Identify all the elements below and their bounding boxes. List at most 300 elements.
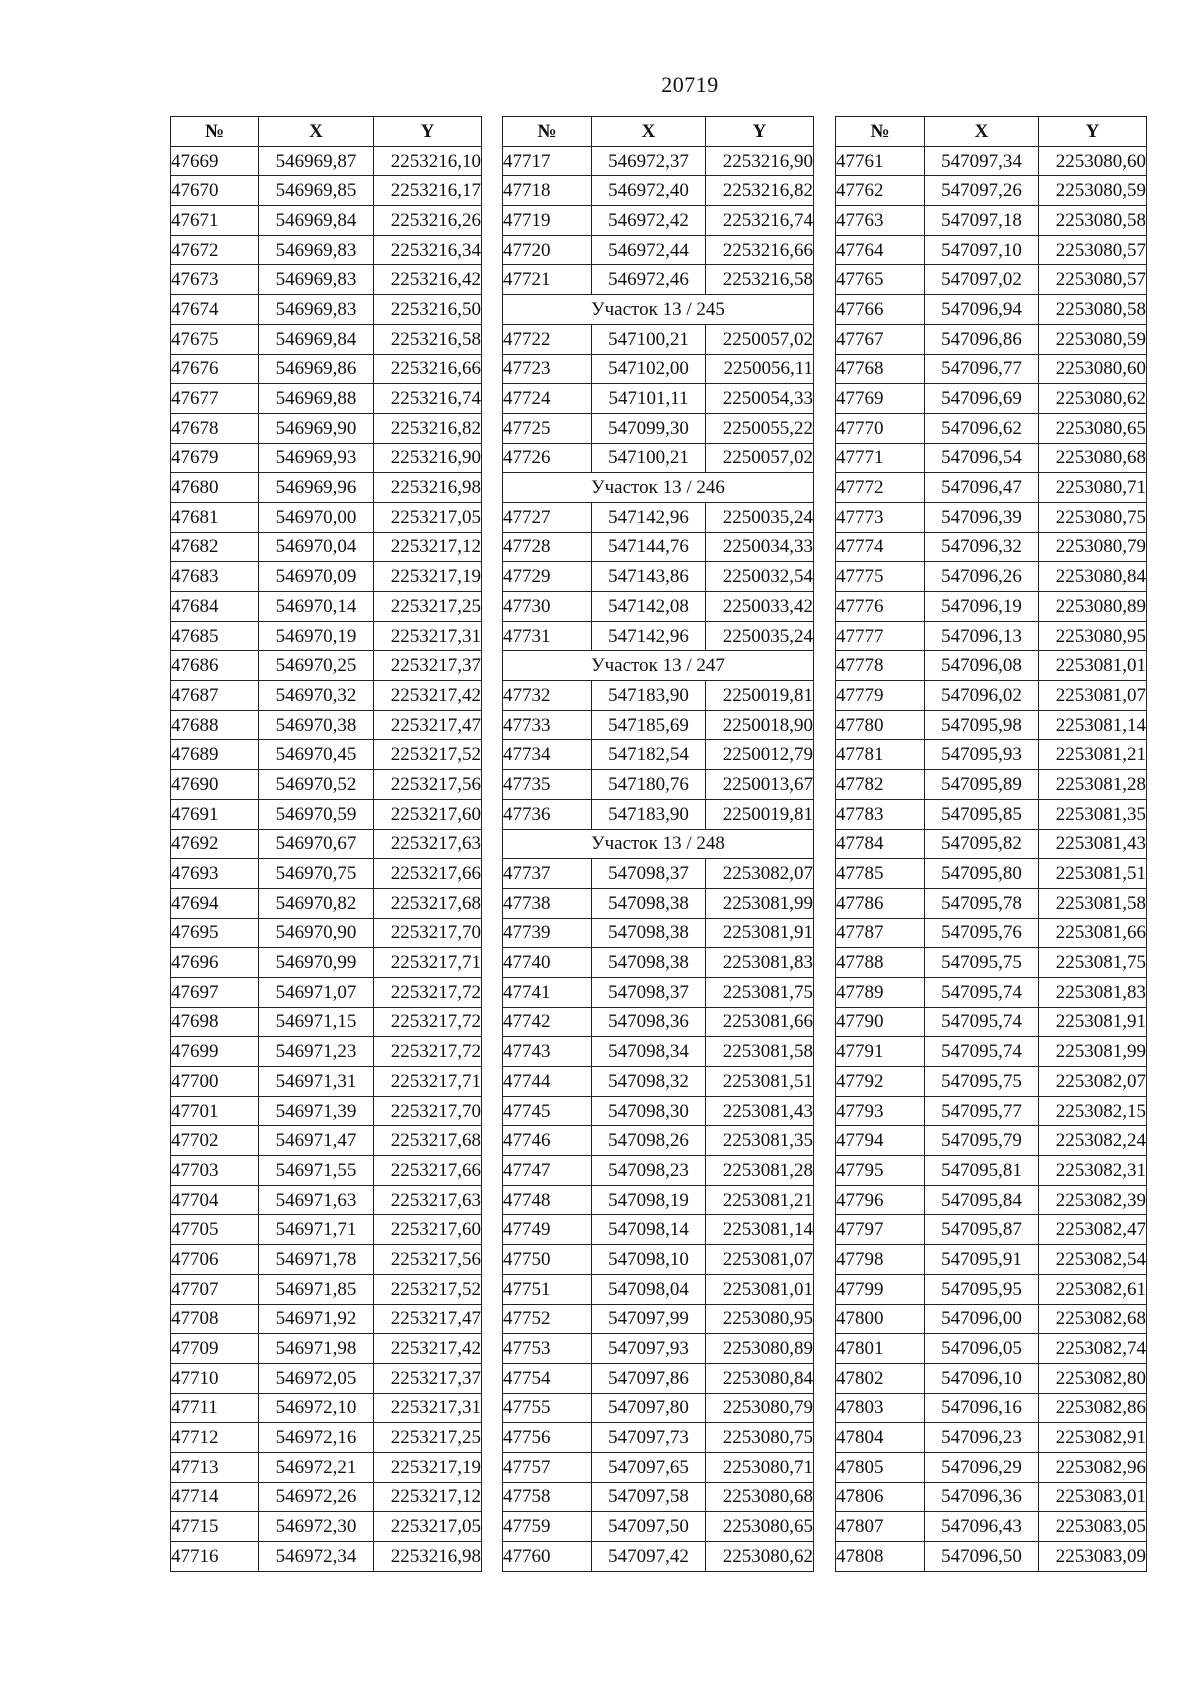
point-number: 47770	[836, 413, 925, 443]
section-title: Участок 13 / 247	[503, 651, 814, 681]
y-coordinate: 2253217,42	[374, 1334, 482, 1364]
point-number: 47685	[171, 621, 259, 651]
table-row	[836, 710, 1147, 740]
point-number: 47788	[836, 948, 925, 978]
y-coordinate: 2253080,75	[1039, 502, 1147, 532]
x-coordinate: 546971,39	[259, 1096, 374, 1126]
y-coordinate: 2253216,82	[374, 413, 482, 443]
y-coordinate: 2253217,66	[374, 1156, 482, 1186]
x-coordinate: 547095,80	[925, 859, 1039, 889]
y-coordinate: 2253080,71	[706, 1452, 814, 1482]
x-coordinate: 547095,75	[925, 948, 1039, 978]
table-row	[171, 443, 482, 473]
x-coordinate: 547095,81	[925, 1156, 1039, 1186]
point-number: 47680	[171, 473, 259, 503]
section-row	[503, 295, 814, 325]
x-coordinate: 547143,86	[592, 562, 706, 592]
point-number: 47762	[836, 176, 925, 206]
table-row	[171, 1482, 482, 1512]
table-row	[171, 770, 482, 800]
table-row	[836, 1334, 1147, 1364]
table-row	[503, 710, 814, 740]
point-number: 47785	[836, 859, 925, 889]
table-row	[171, 413, 482, 443]
table-header-row	[503, 117, 814, 147]
table-row	[836, 1245, 1147, 1275]
table-row	[503, 384, 814, 414]
y-coordinate: 2253080,58	[1039, 206, 1147, 236]
point-number: 47760	[503, 1542, 592, 1572]
y-coordinate: 2253216,66	[374, 354, 482, 384]
point-number: 47705	[171, 1215, 259, 1245]
x-coordinate: 546972,21	[259, 1452, 374, 1482]
y-coordinate: 2250054,33	[706, 384, 814, 414]
table-row	[503, 265, 814, 295]
point-number: 47743	[503, 1037, 592, 1067]
table-row	[503, 1245, 814, 1275]
point-number: 47682	[171, 532, 259, 562]
y-coordinate: 2253080,79	[706, 1393, 814, 1423]
y-coordinate: 2253217,60	[374, 799, 482, 829]
y-coordinate: 2253216,58	[374, 324, 482, 354]
point-number: 47761	[836, 146, 925, 176]
y-coordinate: 2253080,57	[1039, 265, 1147, 295]
table-row	[836, 413, 1147, 443]
point-number: 47751	[503, 1274, 592, 1304]
x-coordinate: 546970,75	[259, 859, 374, 889]
x-coordinate: 547095,93	[925, 740, 1039, 770]
y-coordinate: 2253217,19	[374, 562, 482, 592]
x-coordinate: 547098,36	[592, 1007, 706, 1037]
y-coordinate: 2253217,31	[374, 621, 482, 651]
point-number: 47780	[836, 710, 925, 740]
y-coordinate: 2253217,19	[374, 1452, 482, 1482]
table-row	[171, 265, 482, 295]
table-row	[171, 592, 482, 622]
section-row	[503, 829, 814, 859]
point-number: 47698	[171, 1007, 259, 1037]
x-coordinate: 547095,78	[925, 888, 1039, 918]
x-coordinate: 547098,38	[592, 888, 706, 918]
point-number: 47749	[503, 1215, 592, 1245]
table-row	[503, 1542, 814, 1572]
point-number: 47708	[171, 1304, 259, 1334]
y-coordinate: 2253217,68	[374, 1126, 482, 1156]
x-coordinate: 546972,40	[592, 176, 706, 206]
point-number: 47736	[503, 799, 592, 829]
point-number: 47712	[171, 1423, 259, 1453]
x-coordinate: 547097,18	[925, 206, 1039, 236]
point-number: 47724	[503, 384, 592, 414]
table-row	[171, 1185, 482, 1215]
y-coordinate: 2253217,63	[374, 1185, 482, 1215]
point-number: 47797	[836, 1215, 925, 1245]
point-number: 47757	[503, 1452, 592, 1482]
x-coordinate: 546969,96	[259, 473, 374, 503]
point-number: 47694	[171, 888, 259, 918]
y-coordinate: 2253080,62	[706, 1542, 814, 1572]
point-number: 47800	[836, 1304, 925, 1334]
y-coordinate: 2250035,24	[706, 621, 814, 651]
page-number: 20719	[661, 72, 719, 97]
y-coordinate: 2253082,47	[1039, 1215, 1147, 1245]
x-coordinate: 546972,42	[592, 206, 706, 236]
y-coordinate: 2253080,95	[1039, 621, 1147, 651]
x-coordinate: 547096,77	[925, 354, 1039, 384]
y-coordinate: 2253080,65	[706, 1512, 814, 1542]
table-row	[171, 354, 482, 384]
point-number: 47697	[171, 977, 259, 1007]
x-coordinate: 547096,13	[925, 621, 1039, 651]
table-row	[503, 1393, 814, 1423]
table-row	[836, 1452, 1147, 1482]
table-row	[836, 1156, 1147, 1186]
point-number: 47786	[836, 888, 925, 918]
table-row	[836, 829, 1147, 859]
x-coordinate: 547097,58	[592, 1482, 706, 1512]
table-row	[171, 1096, 482, 1126]
x-coordinate: 547098,23	[592, 1156, 706, 1186]
table-row	[836, 621, 1147, 651]
table-row	[171, 206, 482, 236]
table-row	[171, 621, 482, 651]
point-number: 47798	[836, 1245, 925, 1275]
x-coordinate: 547097,80	[592, 1393, 706, 1423]
point-number: 47719	[503, 206, 592, 236]
table-row	[836, 1542, 1147, 1572]
y-coordinate: 2250057,02	[706, 324, 814, 354]
point-number: 47807	[836, 1512, 925, 1542]
x-coordinate: 546971,55	[259, 1156, 374, 1186]
point-number: 47750	[503, 1245, 592, 1275]
x-coordinate: 547098,34	[592, 1037, 706, 1067]
y-coordinate: 2253081,75	[706, 977, 814, 1007]
table-header-row	[171, 117, 482, 147]
x-coordinate: 547096,26	[925, 562, 1039, 592]
table-row	[171, 1274, 482, 1304]
y-coordinate: 2253217,42	[374, 681, 482, 711]
y-coordinate: 2253216,34	[374, 235, 482, 265]
table-row	[503, 1334, 814, 1364]
x-coordinate: 546971,98	[259, 1334, 374, 1364]
y-coordinate: 2253080,58	[1039, 295, 1147, 325]
table-row	[503, 1037, 814, 1067]
y-coordinate: 2253080,71	[1039, 473, 1147, 503]
x-coordinate: 547096,43	[925, 1512, 1039, 1542]
y-coordinate: 2253080,62	[1039, 384, 1147, 414]
table-row	[836, 1423, 1147, 1453]
y-coordinate: 2253082,24	[1039, 1126, 1147, 1156]
point-number: 47722	[503, 324, 592, 354]
y-coordinate: 2253081,83	[706, 948, 814, 978]
x-coordinate: 546972,30	[259, 1512, 374, 1542]
table-row	[836, 265, 1147, 295]
y-coordinate: 2253081,35	[706, 1126, 814, 1156]
point-number: 47741	[503, 977, 592, 1007]
table-row	[836, 473, 1147, 503]
table-row	[171, 948, 482, 978]
section-title: Участок 13 / 246	[503, 473, 814, 503]
point-number: 47775	[836, 562, 925, 592]
point-number: 47701	[171, 1096, 259, 1126]
x-coordinate: 546969,86	[259, 354, 374, 384]
y-coordinate: 2253081,21	[1039, 740, 1147, 770]
x-coordinate: 547144,76	[592, 532, 706, 562]
point-number: 47776	[836, 592, 925, 622]
table-row	[171, 829, 482, 859]
y-coordinate: 2253216,26	[374, 206, 482, 236]
y-coordinate: 2253081,83	[1039, 977, 1147, 1007]
point-number: 47687	[171, 681, 259, 711]
table-row	[836, 1512, 1147, 1542]
y-coordinate: 2253216,90	[706, 146, 814, 176]
table-row	[171, 295, 482, 325]
point-number: 47739	[503, 918, 592, 948]
x-coordinate: 547096,23	[925, 1423, 1039, 1453]
x-coordinate: 547095,79	[925, 1126, 1039, 1156]
table-row	[171, 532, 482, 562]
table-row	[503, 681, 814, 711]
table-row	[836, 324, 1147, 354]
y-coordinate: 2253217,71	[374, 948, 482, 978]
table-row	[503, 770, 814, 800]
table-row	[503, 1452, 814, 1482]
point-number: 47796	[836, 1185, 925, 1215]
table-row	[503, 1482, 814, 1512]
y-coordinate: 2253083,09	[1039, 1542, 1147, 1572]
table-row	[171, 1512, 482, 1542]
y-coordinate: 2253080,89	[1039, 592, 1147, 622]
x-coordinate: 547098,37	[592, 977, 706, 1007]
x-coordinate: 547180,76	[592, 770, 706, 800]
y-coordinate: 2253081,43	[1039, 829, 1147, 859]
point-number: 47763	[836, 206, 925, 236]
y-coordinate: 2253217,70	[374, 918, 482, 948]
y-coordinate: 2253080,79	[1039, 532, 1147, 562]
x-coordinate: 547095,91	[925, 1245, 1039, 1275]
section-row	[503, 473, 814, 503]
table-row	[503, 977, 814, 1007]
x-coordinate: 547095,87	[925, 1215, 1039, 1245]
table-row	[171, 384, 482, 414]
point-number: 47713	[171, 1452, 259, 1482]
point-number: 47696	[171, 948, 259, 978]
y-coordinate: 2250019,81	[706, 681, 814, 711]
point-number: 47793	[836, 1096, 925, 1126]
y-coordinate: 2253081,28	[706, 1156, 814, 1186]
table-row	[171, 1334, 482, 1364]
y-coordinate: 2253081,75	[1039, 948, 1147, 978]
y-coordinate: 2253217,12	[374, 1482, 482, 1512]
point-number: 47744	[503, 1067, 592, 1097]
y-coordinate: 2253081,91	[1039, 1007, 1147, 1037]
table-row	[171, 235, 482, 265]
table-row	[836, 295, 1147, 325]
table-row	[503, 206, 814, 236]
point-number: 47752	[503, 1304, 592, 1334]
y-coordinate: 2253217,72	[374, 977, 482, 1007]
point-number: 47791	[836, 1037, 925, 1067]
table-row	[503, 1512, 814, 1542]
x-coordinate: 546970,38	[259, 710, 374, 740]
point-number: 47727	[503, 502, 592, 532]
table-row	[171, 1007, 482, 1037]
y-coordinate: 2253080,59	[1039, 176, 1147, 206]
x-coordinate: 547097,65	[592, 1452, 706, 1482]
table-row	[836, 1304, 1147, 1334]
x-coordinate: 547098,14	[592, 1215, 706, 1245]
point-number: 47732	[503, 681, 592, 711]
y-coordinate: 2253217,56	[374, 770, 482, 800]
point-number: 47671	[171, 206, 259, 236]
y-coordinate: 2253080,95	[706, 1304, 814, 1334]
point-number: 47717	[503, 146, 592, 176]
x-coordinate: 546971,85	[259, 1274, 374, 1304]
table-row	[171, 1126, 482, 1156]
coordinates-table-2	[502, 116, 814, 1572]
y-coordinate: 2250019,81	[706, 799, 814, 829]
x-coordinate: 547096,69	[925, 384, 1039, 414]
x-coordinate: 547096,00	[925, 1304, 1039, 1334]
y-coordinate: 2253082,39	[1039, 1185, 1147, 1215]
y-coordinate: 2250013,67	[706, 770, 814, 800]
table-row	[836, 799, 1147, 829]
table-row	[171, 1452, 482, 1482]
y-coordinate: 2253080,59	[1039, 324, 1147, 354]
point-number: 47756	[503, 1423, 592, 1453]
point-number: 47710	[171, 1363, 259, 1393]
y-coordinate: 2253217,52	[374, 740, 482, 770]
header-num: №	[836, 117, 925, 147]
table-row	[171, 651, 482, 681]
point-number: 47723	[503, 354, 592, 384]
table-row	[836, 354, 1147, 384]
table-row	[171, 888, 482, 918]
point-number: 47804	[836, 1423, 925, 1453]
table-row	[171, 473, 482, 503]
table-row	[836, 1007, 1147, 1037]
table-row	[171, 799, 482, 829]
x-coordinate: 546970,99	[259, 948, 374, 978]
x-coordinate: 547098,30	[592, 1096, 706, 1126]
point-number: 47789	[836, 977, 925, 1007]
point-number: 47767	[836, 324, 925, 354]
point-number: 47729	[503, 562, 592, 592]
y-coordinate: 2253081,66	[1039, 918, 1147, 948]
table-row	[836, 146, 1147, 176]
y-coordinate: 2250055,22	[706, 413, 814, 443]
table-row	[171, 562, 482, 592]
y-coordinate: 2253080,75	[706, 1423, 814, 1453]
table-row	[836, 562, 1147, 592]
x-coordinate: 547095,77	[925, 1096, 1039, 1126]
table-row	[836, 384, 1147, 414]
y-coordinate: 2253216,90	[374, 443, 482, 473]
point-number: 47794	[836, 1126, 925, 1156]
table-row	[836, 1482, 1147, 1512]
y-coordinate: 2253217,25	[374, 592, 482, 622]
y-coordinate: 2253082,07	[1039, 1067, 1147, 1097]
point-number: 47715	[171, 1512, 259, 1542]
x-coordinate: 547097,86	[592, 1363, 706, 1393]
table-row	[171, 1156, 482, 1186]
x-coordinate: 546970,09	[259, 562, 374, 592]
table-row	[171, 324, 482, 354]
point-number: 47711	[171, 1393, 259, 1423]
table-row	[503, 1423, 814, 1453]
y-coordinate: 2253083,05	[1039, 1512, 1147, 1542]
x-coordinate: 547098,37	[592, 859, 706, 889]
x-coordinate: 546969,83	[259, 235, 374, 265]
table-row	[503, 1007, 814, 1037]
header-num: №	[503, 117, 592, 147]
x-coordinate: 547098,26	[592, 1126, 706, 1156]
table-row	[171, 977, 482, 1007]
x-coordinate: 547096,86	[925, 324, 1039, 354]
table-row	[171, 681, 482, 711]
y-coordinate: 2253081,01	[1039, 651, 1147, 681]
table-row	[836, 770, 1147, 800]
header-y: Y	[1039, 117, 1147, 147]
x-coordinate: 547102,00	[592, 354, 706, 384]
point-number: 47746	[503, 1126, 592, 1156]
point-number: 47758	[503, 1482, 592, 1512]
table-row	[836, 176, 1147, 206]
table-row	[836, 443, 1147, 473]
x-coordinate: 547097,10	[925, 235, 1039, 265]
x-coordinate: 547095,89	[925, 770, 1039, 800]
header-num: №	[171, 117, 259, 147]
y-coordinate: 2253082,68	[1039, 1304, 1147, 1334]
point-number: 47704	[171, 1185, 259, 1215]
table-row	[503, 1363, 814, 1393]
point-number: 47731	[503, 621, 592, 651]
y-coordinate: 2253216,17	[374, 176, 482, 206]
table-row	[503, 443, 814, 473]
table-row	[503, 146, 814, 176]
x-coordinate: 546970,04	[259, 532, 374, 562]
y-coordinate: 2253080,60	[1039, 354, 1147, 384]
table-row	[503, 413, 814, 443]
y-coordinate: 2253217,37	[374, 1363, 482, 1393]
point-number: 47784	[836, 829, 925, 859]
x-coordinate: 547096,62	[925, 413, 1039, 443]
y-coordinate: 2253216,98	[374, 1542, 482, 1572]
point-number: 47730	[503, 592, 592, 622]
point-number: 47677	[171, 384, 259, 414]
x-coordinate: 547095,74	[925, 1037, 1039, 1067]
coordinates-table-3	[835, 116, 1147, 1572]
y-coordinate: 2253217,52	[374, 1274, 482, 1304]
point-number: 47725	[503, 413, 592, 443]
y-coordinate: 2253216,50	[374, 295, 482, 325]
y-coordinate: 2253083,01	[1039, 1482, 1147, 1512]
point-number: 47670	[171, 176, 259, 206]
x-coordinate: 546971,78	[259, 1245, 374, 1275]
y-coordinate: 2253081,43	[706, 1096, 814, 1126]
y-coordinate: 2253081,07	[1039, 681, 1147, 711]
point-number: 47783	[836, 799, 925, 829]
point-number: 47735	[503, 770, 592, 800]
point-number: 47716	[171, 1542, 259, 1572]
table-row	[836, 1215, 1147, 1245]
table-row	[503, 1126, 814, 1156]
table-row	[836, 1363, 1147, 1393]
x-coordinate: 546970,52	[259, 770, 374, 800]
y-coordinate: 2253082,96	[1039, 1452, 1147, 1482]
table-row	[171, 1245, 482, 1275]
x-coordinate: 547095,74	[925, 1007, 1039, 1037]
